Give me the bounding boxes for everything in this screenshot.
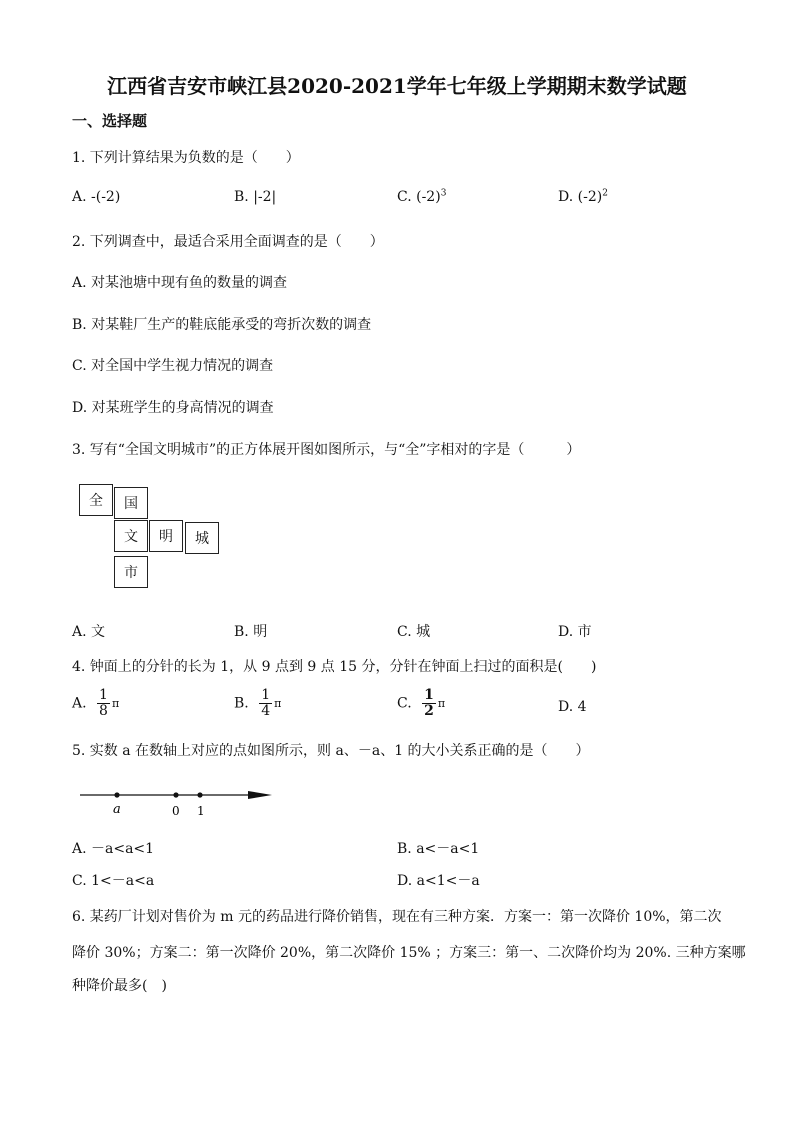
point-a xyxy=(114,792,119,797)
q4-option-d: D. 4 xyxy=(558,699,587,715)
question-1-stem: 1. 下列计算结果为负数的是（ ） xyxy=(72,150,300,166)
page-title: 江西省吉安市峡江县2020-2021学年七年级上学期期末数学试题 xyxy=(107,74,687,98)
q2-option-d: D. 对某班学生的身高情况的调查 xyxy=(72,400,274,416)
q3-option-a: A. 文 xyxy=(72,624,106,640)
q2-option-a: A. 对某池塘中现有鱼的数量的调查 xyxy=(72,275,288,291)
q1-option-b: B. |-2| xyxy=(234,189,277,205)
section-heading: 一、选择题 xyxy=(72,112,148,130)
question-6-line-2: 降价 30%；方案二：第一次降价 20%，第二次降价 15% ；方案三：第一、二次降价均为 20%. 三种方案哪 xyxy=(72,945,746,961)
axis-label-zero: 0 xyxy=(172,804,180,818)
question-3-stem: 3. 写有“全国文明城市”的正方体展开图如图所示，与“全”字相对的字是（ ） xyxy=(72,442,581,458)
cube-net-figure xyxy=(79,484,224,594)
axis-label-a: a xyxy=(113,802,121,817)
q3-option-b: B. 明 xyxy=(234,624,268,640)
question-6-line-1: 6. 某药厂计划对售价为 m 元的药品进行降价销售，现在有三种方案．方案一：第一次降价 10%，第二次 xyxy=(72,909,722,925)
q2-option-c: C. 对全国中学生视力情况的调查 xyxy=(72,358,274,374)
q3-option-d: D. 市 xyxy=(558,624,592,640)
question-2-stem: 2. 下列调查中，最适合采用全面调查的是（ ） xyxy=(72,234,384,250)
q5-option-d: D. a<1<－a xyxy=(397,873,480,889)
axis-label-one: 1 xyxy=(197,804,205,818)
cube-net-cell: 全 xyxy=(79,484,113,516)
question-6-line-3: 种降价最多( ) xyxy=(72,978,167,994)
point-zero xyxy=(173,792,178,797)
question-5-stem: 5. 实数 a 在数轴上对应的点如图所示，则 a、－a、1 的大小关系正确的是（ ） xyxy=(72,743,590,759)
q4-option-c: C. $\frac{1}{2}$ π xyxy=(397,687,446,719)
cube-net-cell: 文 xyxy=(114,520,148,552)
number-line-figure xyxy=(78,780,278,820)
point-one xyxy=(197,792,202,797)
cube-net-cell: 国 xyxy=(114,487,148,519)
q3-option-c: C. 城 xyxy=(397,624,431,640)
q1-option-d: D. $(-2)^2$ xyxy=(558,188,608,205)
arrow-icon xyxy=(248,791,272,799)
cube-net-cell: 市 xyxy=(114,556,148,588)
question-4-stem: 4. 钟面上的分针的长为 1，从 9 点到 9 点 15 分，分针在钟面上扫过的面积是( ) xyxy=(72,659,597,675)
cube-net-cell: 城 xyxy=(185,522,219,554)
q5-option-b: B. a<－a<1 xyxy=(397,841,480,857)
q5-option-c: C. 1<－a<a xyxy=(72,873,155,889)
q1-option-a: A. -(-2) xyxy=(72,189,121,205)
cube-net-cell: 明 xyxy=(149,520,183,552)
q4-option-a: A. $\frac{1}{8}$ π xyxy=(72,687,120,719)
q5-option-a: A. －a<a<1 xyxy=(72,841,155,857)
q2-option-b: B. 对某鞋厂生产的鞋底能承受的弯折次数的调查 xyxy=(72,317,372,333)
q1-option-c: C. $(-2)^3$ xyxy=(397,188,447,205)
q4-option-b: B. $\frac{1}{4}$ π xyxy=(234,687,282,719)
